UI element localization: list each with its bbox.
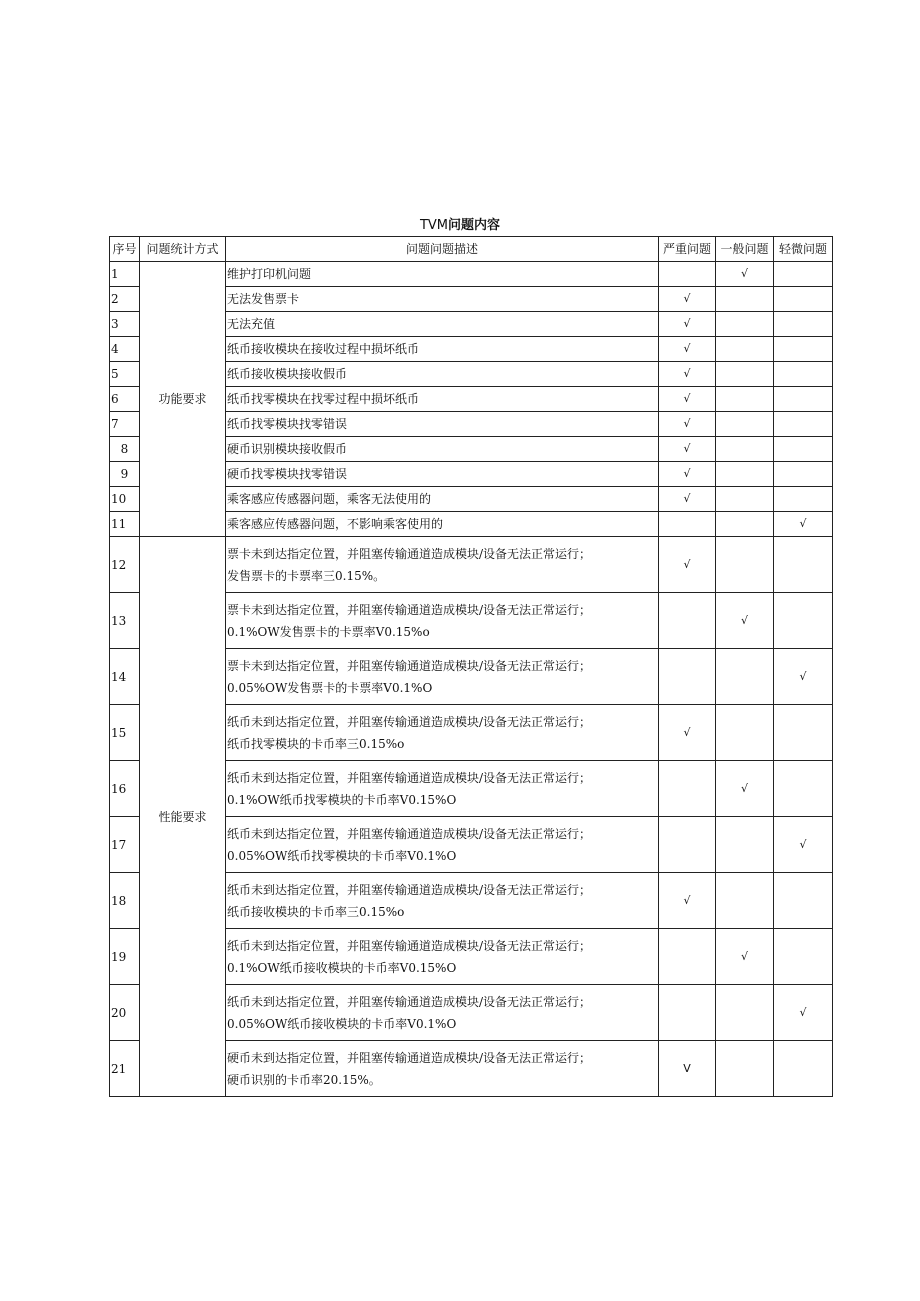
mark-severe [659, 985, 716, 1041]
mark-severe [659, 262, 716, 287]
header-desc: 问题问题描述 [226, 237, 659, 262]
mark-general [716, 337, 774, 362]
issue-description [226, 437, 659, 462]
mark-minor: √ [774, 512, 833, 537]
mark-severe: √ [659, 705, 716, 761]
mark-severe: √ [659, 462, 716, 487]
mark-severe: V [659, 1041, 716, 1097]
mark-minor [774, 387, 833, 412]
row-number: 17 [110, 817, 140, 873]
mark-minor [774, 287, 833, 312]
description-line-2: 0.05%OW纸币接收模块的卡币率V0.1%O [227, 1016, 457, 1031]
description-line-2: 0.1%OW纸币接收模块的卡币率V0.15%O [227, 960, 457, 975]
issue-description [226, 312, 659, 337]
row-number: 12 [110, 537, 140, 593]
mark-general [716, 437, 774, 462]
mark-severe [659, 761, 716, 817]
issue-description [226, 593, 659, 649]
mark-severe: √ [659, 337, 716, 362]
row-number: 8 [110, 437, 140, 462]
mark-general [716, 487, 774, 512]
mark-severe: √ [659, 873, 716, 929]
table-row [110, 262, 833, 287]
mark-minor [774, 437, 833, 462]
row-number: 5 [110, 362, 140, 387]
mark-severe: √ [659, 362, 716, 387]
description-line-2: 0.05%OW发售票卡的卡票率V0.1%O [227, 680, 433, 695]
mark-severe [659, 929, 716, 985]
row-number: 9 [110, 462, 140, 487]
row-number: 7 [110, 412, 140, 437]
row-number: 21 [110, 1041, 140, 1097]
row-number: 1 [110, 262, 140, 287]
mark-general [716, 705, 774, 761]
mark-minor [774, 873, 833, 929]
mark-general [716, 512, 774, 537]
issue-description [226, 262, 659, 287]
mark-minor [774, 487, 833, 512]
issue-description [226, 337, 659, 362]
issue-description [226, 985, 659, 1041]
issue-description [226, 462, 659, 487]
mark-severe: √ [659, 487, 716, 512]
mark-minor [774, 705, 833, 761]
mark-minor: √ [774, 985, 833, 1041]
mark-general [716, 649, 774, 705]
title-main: 问题内容 [448, 218, 501, 233]
mark-minor [774, 929, 833, 985]
description-line-2: 纸币接收模块的卡币率三0.15%o [227, 904, 405, 919]
table-title [0, 214, 920, 233]
row-number: 13 [110, 593, 140, 649]
description-line-1: 纸币未到达指定位置，并阻塞传输通道造成模块/设备无法正常运行； [227, 882, 592, 897]
issue-description [226, 287, 659, 312]
mark-general [716, 873, 774, 929]
mark-general [716, 287, 774, 312]
description-line-1: 票卡未到达指定位置，并阻塞传输通道造成模块/设备无法正常运行； [227, 658, 592, 673]
row-number: 3 [110, 312, 140, 337]
description-line-1: 无法发售票卡 [227, 292, 300, 306]
category-performance: 性能要求 [140, 537, 226, 1097]
mark-general: √ [716, 593, 774, 649]
issue-description [226, 362, 659, 387]
mark-severe [659, 512, 716, 537]
mark-minor [774, 462, 833, 487]
mark-minor [774, 593, 833, 649]
mark-minor: √ [774, 817, 833, 873]
description-line-1: 硬币找零模块找零错误 [227, 467, 348, 481]
description-line-1: 硬币识别模块接收假币 [227, 442, 348, 456]
description-line-2: 硬币识别的卡币率20.15%。 [227, 1072, 381, 1087]
description-line-1: 维护打印机问题 [227, 267, 312, 281]
mark-severe [659, 817, 716, 873]
row-number: 10 [110, 487, 140, 512]
row-number: 18 [110, 873, 140, 929]
issue-description [226, 487, 659, 512]
description-line-1: 纸币未到达指定位置，并阻塞传输通道造成模块/设备无法正常运行； [227, 770, 592, 785]
description-line-1: 票卡未到达指定位置，并阻塞传输通道造成模块/设备无法正常运行； [227, 602, 592, 617]
issue-description [226, 761, 659, 817]
description-line-2: 0.05%OW纸币找零模块的卡币率V0.1%O [227, 848, 457, 863]
row-number: 20 [110, 985, 140, 1041]
mark-severe: √ [659, 537, 716, 593]
description-line-1: 纸币未到达指定位置，并阻塞传输通道造成模块/设备无法正常运行； [227, 994, 592, 1009]
mark-minor [774, 262, 833, 287]
issue-description [226, 817, 659, 873]
mark-severe: √ [659, 412, 716, 437]
issue-description [226, 649, 659, 705]
header-general: 一般问题 [716, 237, 774, 262]
description-line-2: 纸币找零模块的卡币率三0.15%o [227, 736, 405, 751]
description-line-1: 纸币接收模块接收假币 [227, 367, 348, 381]
description-line-2: 0.1%OW发售票卡的卡票率V0.15%o [227, 624, 430, 639]
description-line-1: 纸币未到达指定位置，并阻塞传输通道造成模块/设备无法正常运行； [227, 938, 592, 953]
mark-severe: √ [659, 287, 716, 312]
mark-general [716, 362, 774, 387]
mark-minor [774, 537, 833, 593]
mark-severe [659, 593, 716, 649]
mark-general: √ [716, 761, 774, 817]
description-line-1: 乘客感应传感器问题，乘客无法使用的 [227, 492, 432, 506]
description-line-1: 纸币未到达指定位置，并阻塞传输通道造成模块/设备无法正常运行； [227, 826, 592, 841]
issue-description [226, 412, 659, 437]
mark-general: √ [716, 262, 774, 287]
mark-minor [774, 362, 833, 387]
row-number: 11 [110, 512, 140, 537]
description-line-1: 纸币接收模块在接收过程中损坏纸币 [227, 342, 420, 356]
issue-description [226, 1041, 659, 1097]
row-number: 16 [110, 761, 140, 817]
mark-minor [774, 337, 833, 362]
mark-severe: √ [659, 312, 716, 337]
mark-general [716, 412, 774, 437]
mark-minor [774, 1041, 833, 1097]
mark-severe [659, 649, 716, 705]
mark-general [716, 312, 774, 337]
mark-minor [774, 312, 833, 337]
row-number: 6 [110, 387, 140, 412]
header-severe: 严重问题 [659, 237, 716, 262]
mark-general [716, 387, 774, 412]
description-line-1: 纸币找零模块找零错误 [227, 417, 348, 431]
issue-table [109, 236, 833, 1097]
mark-general [716, 985, 774, 1041]
mark-minor [774, 761, 833, 817]
row-number: 15 [110, 705, 140, 761]
row-number: 2 [110, 287, 140, 312]
row-number: 19 [110, 929, 140, 985]
table-row [110, 537, 833, 593]
description-line-1: 乘客感应传感器问题，不影响乘客使用的 [227, 517, 444, 531]
mark-severe: √ [659, 387, 716, 412]
issue-description [226, 512, 659, 537]
issue-description [226, 705, 659, 761]
category-functional: 功能要求 [140, 262, 226, 537]
mark-general [716, 462, 774, 487]
header-method: 问题统计方式 [140, 237, 226, 262]
issue-description [226, 929, 659, 985]
title-prefix: TVM [419, 218, 449, 233]
header-no: 序号 [110, 237, 140, 262]
mark-general [716, 817, 774, 873]
row-number: 14 [110, 649, 140, 705]
header-minor: 轻微问题 [774, 237, 833, 262]
mark-severe: √ [659, 437, 716, 462]
description-line-1: 无法充值 [227, 317, 276, 331]
header-row [110, 237, 833, 262]
mark-minor [774, 412, 833, 437]
issue-description [226, 387, 659, 412]
issue-description [226, 537, 659, 593]
description-line-1: 纸币未到达指定位置，并阻塞传输通道造成模块/设备无法正常运行； [227, 714, 592, 729]
issue-description [226, 873, 659, 929]
mark-general: √ [716, 929, 774, 985]
mark-general [716, 1041, 774, 1097]
description-line-1: 票卡未到达指定位置，并阻塞传输通道造成模块/设备无法正常运行； [227, 546, 592, 561]
mark-general [716, 537, 774, 593]
description-line-1: 硬币未到达指定位置，并阻塞传输通道造成模块/设备无法正常运行； [227, 1050, 592, 1065]
description-line-2: 0.1%OW纸币找零模块的卡币率V0.15%O [227, 792, 457, 807]
row-number: 4 [110, 337, 140, 362]
description-line-1: 纸币找零模块在找零过程中损坏纸币 [227, 392, 420, 406]
mark-minor: √ [774, 649, 833, 705]
description-line-2: 发售票卡的卡票率三0.15%。 [227, 568, 386, 583]
